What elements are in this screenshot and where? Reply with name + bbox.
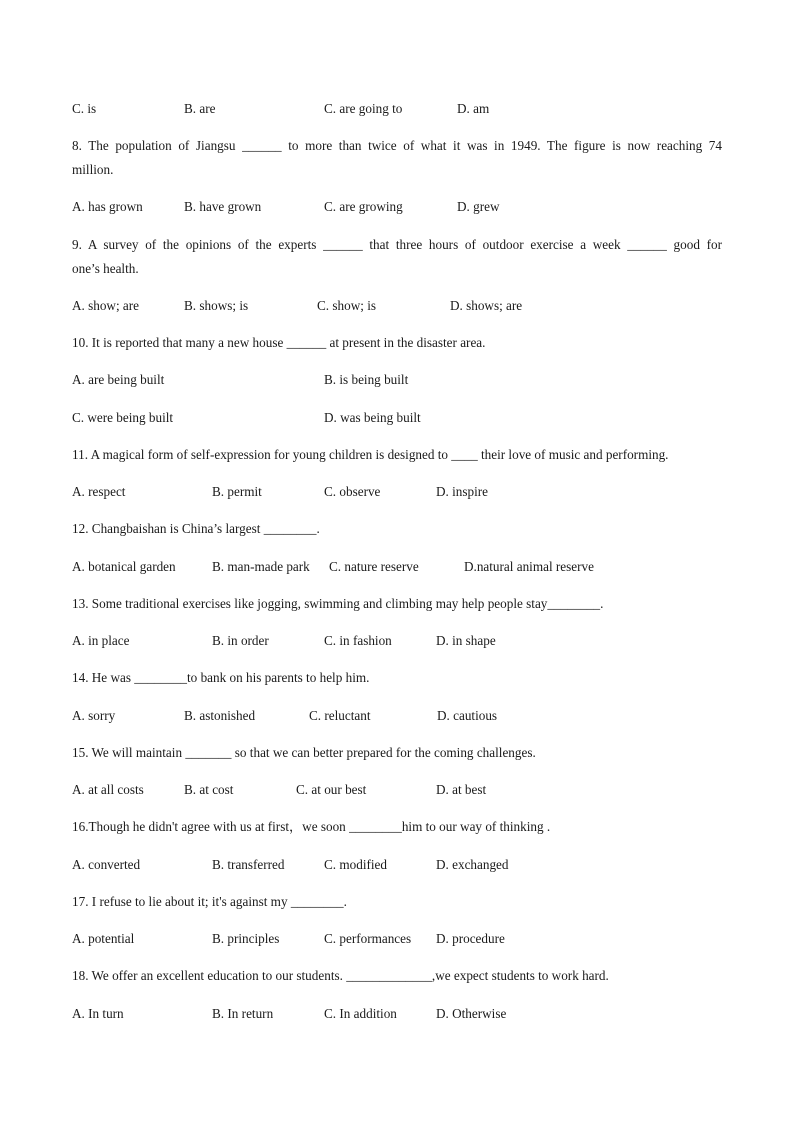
option-b: B. principles xyxy=(212,931,280,946)
option-d: D. am xyxy=(457,101,490,116)
option-c: C. show; is xyxy=(317,298,376,313)
option-d: D. procedure xyxy=(436,931,505,946)
option-c: C. at our best xyxy=(296,782,367,797)
question-10: 10. It is reported that many a new house ______ at present in the disaster area. xyxy=(72,335,486,350)
option-d: D. Otherwise xyxy=(436,1006,507,1021)
option-b: B. man-made park xyxy=(212,559,310,574)
option-a: A. converted xyxy=(72,857,141,872)
option-d: D. in shape xyxy=(436,633,496,648)
option-d: D.natural animal reserve xyxy=(464,559,594,574)
option-c: C. are going to xyxy=(324,101,403,116)
option-c: C. observe xyxy=(324,484,381,499)
option-d: D. grew xyxy=(457,199,500,214)
question-16: 16.Though he didn't agree with us at first，we soon ________him to our way of thinking . xyxy=(72,819,551,834)
option-b: B. are xyxy=(184,101,216,116)
question-9-line-2: one’s health. xyxy=(72,261,139,276)
option-b: B. transferred xyxy=(212,857,285,872)
question-14: 14. He was ________to bank on his parents to help him. xyxy=(72,670,370,685)
option-c: C. were being built xyxy=(72,410,174,425)
question-17: 17. I refuse to lie about it; it's against my ________. xyxy=(72,894,347,909)
option-a: A. are being built xyxy=(72,372,165,387)
option-b: B. in order xyxy=(212,633,269,648)
option-b: B. have grown xyxy=(184,199,262,214)
option-c: C. modified xyxy=(324,857,388,872)
option-b: B. shows; is xyxy=(184,298,249,313)
question-11: 11. A magical form of self-expression for young children is designed to ____ their love of music and performing. xyxy=(72,447,669,462)
option-a: A. botanical garden xyxy=(72,559,176,574)
option-c: C. nature reserve xyxy=(329,559,419,574)
question-13: 13. Some traditional exercises like jogging, swimming and climbing may help people stay________. xyxy=(72,596,604,611)
option-c: C. reluctant xyxy=(309,708,371,723)
option-b: B. is being built xyxy=(324,372,409,387)
option-c: C. in fashion xyxy=(324,633,392,648)
option-a: A. in place xyxy=(72,633,130,648)
option-d: D. shows; are xyxy=(450,298,523,313)
option-c: C. performances xyxy=(324,931,412,946)
option-c: C. are growing xyxy=(324,199,403,214)
option-a: A. show; are xyxy=(72,298,140,313)
option-a: A. In turn xyxy=(72,1006,124,1021)
question-12: 12. Changbaishan is China’s largest ________. xyxy=(72,521,320,536)
option-a: A. at all costs xyxy=(72,782,144,797)
option-a: A. respect xyxy=(72,484,126,499)
option-b: B. In return xyxy=(212,1006,274,1021)
option-d: D. inspire xyxy=(436,484,489,499)
option-c: C. In addition xyxy=(324,1006,397,1021)
option-a: A. has grown xyxy=(72,199,143,214)
option-a: A. potential xyxy=(72,931,135,946)
question-15: 15. We will maintain _______ so that we can better prepared for the coming challenges. xyxy=(72,745,536,760)
option-a: A. sorry xyxy=(72,708,116,723)
option-c: C. is xyxy=(72,101,97,116)
option-d: D. was being built xyxy=(324,410,421,425)
option-b: B. permit xyxy=(212,484,262,499)
question-8-line-1: 8. The population of Jiangsu ______ to more than twice of what it was in 1949. The figure is now reaching 74 xyxy=(72,138,722,153)
option-d: D. at best xyxy=(436,782,487,797)
question-9-line-1: 9. A survey of the opinions of the experts ______ that three hours of outdoor exercise a week ______ good for xyxy=(72,237,722,252)
option-d: D. exchanged xyxy=(436,857,509,872)
question-18: 18. We offer an excellent education to our students. _____________,we expect students to work hard. xyxy=(72,968,609,983)
option-b: B. astonished xyxy=(184,708,256,723)
option-b: B. at cost xyxy=(184,782,234,797)
option-d: D. cautious xyxy=(437,708,498,723)
question-8-line-2: million. xyxy=(72,162,114,177)
